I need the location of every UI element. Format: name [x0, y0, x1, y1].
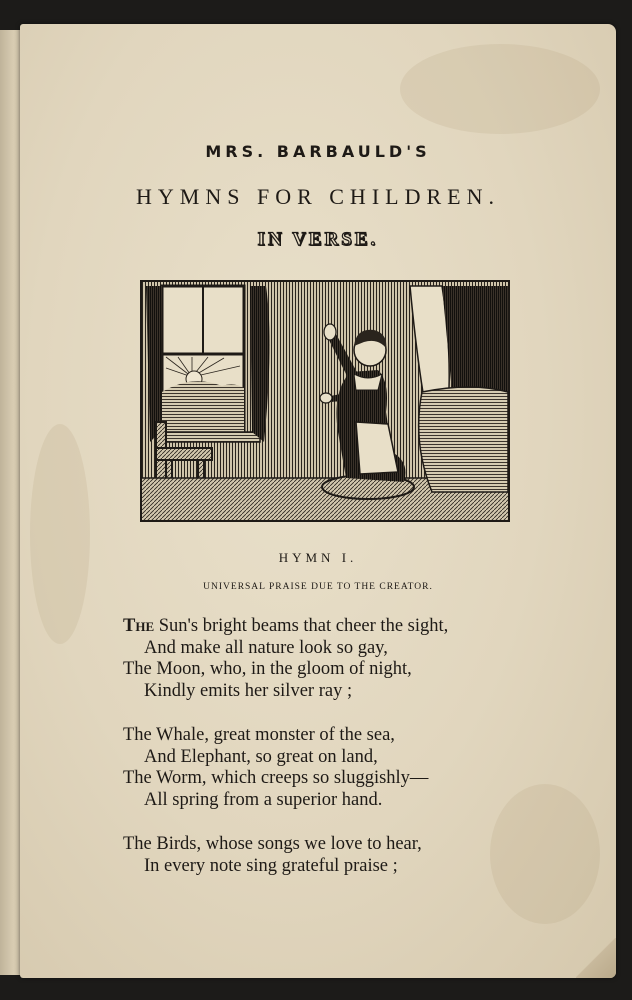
book-author: MRS. BARBAULD'S — [205, 142, 431, 161]
paper-stain — [400, 44, 600, 134]
book-title: HYMNS FOR CHILDREN. — [136, 184, 500, 209]
poem-line: And Elephant, so great on land, — [144, 746, 378, 767]
book-spine-edge — [0, 30, 22, 975]
poem-dropcap: The — [123, 616, 155, 636]
poem-line-text: Sun's bright beams that cheer the sight, — [154, 616, 449, 636]
paper-stain — [30, 424, 90, 644]
page-corner-curl — [576, 938, 616, 978]
engraving-boy-kneeling-at-window-icon — [142, 282, 508, 520]
hymn-number: HYMN I. — [278, 550, 358, 565]
poem-line: And make all nature look so gay, — [144, 637, 388, 658]
paper-stain — [490, 784, 600, 924]
book-subtitle: IN VERSE. — [257, 229, 379, 250]
engraving-illustration — [140, 280, 510, 522]
poem-line: The Whale, great monster of the sea, — [123, 725, 395, 745]
poem-line: The Worm, which creeps so sluggishly— — [123, 768, 429, 788]
hymn-subtitle: UNIVERSAL PRAISE DUE TO THE CREATOR. — [203, 582, 433, 592]
poem-line: All spring from a superior hand. — [144, 789, 383, 810]
poem-line — [123, 616, 448, 638]
poem-line: Kindly emits her silver ray ; — [144, 680, 353, 701]
poem-line: The Moon, who, in the gloom of night, — [123, 659, 412, 679]
poem — [123, 616, 448, 877]
book-page — [20, 24, 616, 978]
poem-line: The Birds, whose songs we love to hear, — [123, 834, 422, 854]
poem-line: In every note sing grateful praise ; — [144, 855, 398, 876]
